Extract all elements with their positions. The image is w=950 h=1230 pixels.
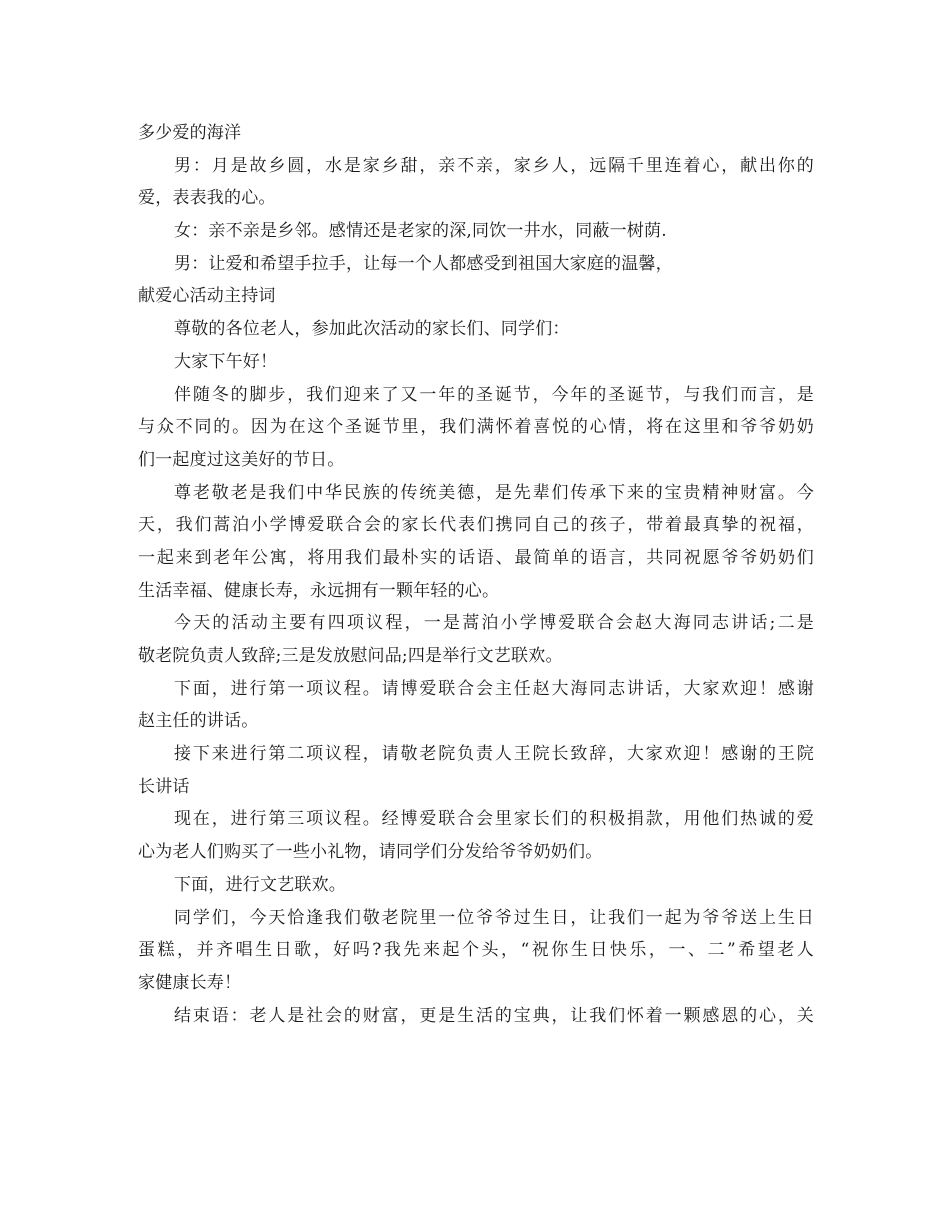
text-line: 爱，表表我的心。 xyxy=(138,188,276,209)
text-line: 一起来到老年公寓，将用我们最朴实的话语、最简单的语言，共同祝愿爷爷奶奶们 xyxy=(138,547,814,568)
text-line: 男：月是故乡圆，水是家乡甜，亲不亲，家乡人，远隔千里连着心，献出你的 xyxy=(174,155,814,176)
section-title: 献爱心活动主持词 xyxy=(138,286,276,307)
text-line: 下面，进行文艺联欢。 xyxy=(174,874,346,895)
text-line: 长讲话 xyxy=(138,776,190,797)
document-body xyxy=(138,117,814,1032)
text-line: 女：亲不亲是乡邻。感情还是老家的深,同饮一井水，同蔽一树荫. xyxy=(174,221,667,242)
text-line: 生活幸福、健康长寿，永远拥有一颗年轻的心。 xyxy=(138,580,500,601)
text-line: 蛋糕，并齐唱生日歌，好吗?我先来起个头，“祝你生日快乐，一、二”希望老人 xyxy=(138,940,814,961)
text-line: 多少爱的海洋 xyxy=(138,123,242,143)
text-line: 结束语：老人是社会的财富，更是生活的宝典，让我们怀着一颗感恩的心，关 xyxy=(174,1005,814,1026)
text-line: 天，我们蒿泊小学博爱联合会的家长代表们携同自己的孩子，带着最真挚的祝福， xyxy=(138,515,814,536)
text-line: 今天的活动主要有四项议程，一是蒿泊小学博爱联合会赵大海同志讲话;二是 xyxy=(174,613,814,634)
text-line: 们一起度过这美好的节日。 xyxy=(138,449,345,470)
text-line: 男：让爱和希望手拉手，让每一个人都感受到祖国大家庭的温馨， xyxy=(174,253,673,274)
text-line: 同学们，今天恰逢我们敬老院里一位爷爷过生日，让我们一起为爷爷送上生日 xyxy=(174,907,814,928)
text-line: 接下来进行第二项议程，请敬老院负责人王院长致辞，大家欢迎！感谢的王院 xyxy=(174,744,814,765)
text-line: 心为老人们购买了一些小礼物，请同学们分发给爷爷奶奶们。 xyxy=(138,842,603,863)
text-line: 下面，进行第一项议程。请博爱联合会主任赵大海同志讲话，大家欢迎！感谢 xyxy=(174,678,814,699)
text-line: 家健康长寿！ xyxy=(138,972,242,993)
text-line: 与众不同的。因为在这个圣诞节里，我们满怀着喜悦的心情，将在这里和爷爷奶奶 xyxy=(138,417,814,438)
text-line: 现在，进行第三项议程。经博爱联合会里家长们的积极捐款，用他们热诚的爱 xyxy=(174,809,814,830)
text-line: 尊敬的各位老人，参加此次活动的家长们、同学们： xyxy=(174,319,570,340)
text-line: 大家下午好！ xyxy=(174,351,278,372)
text-line: 赵主任的讲话。 xyxy=(138,711,259,732)
text-line: 敬老院负责人致辞;三是发放慰问品;四是举行文艺联欢。 xyxy=(138,646,563,666)
text-line: 伴随冬的脚步，我们迎来了又一年的圣诞节，今年的圣诞节，与我们而言，是 xyxy=(174,384,814,405)
text-line: 尊老敬老是我们中华民族的传统美德，是先辈们传承下来的宝贵精神财富。今 xyxy=(174,482,814,503)
